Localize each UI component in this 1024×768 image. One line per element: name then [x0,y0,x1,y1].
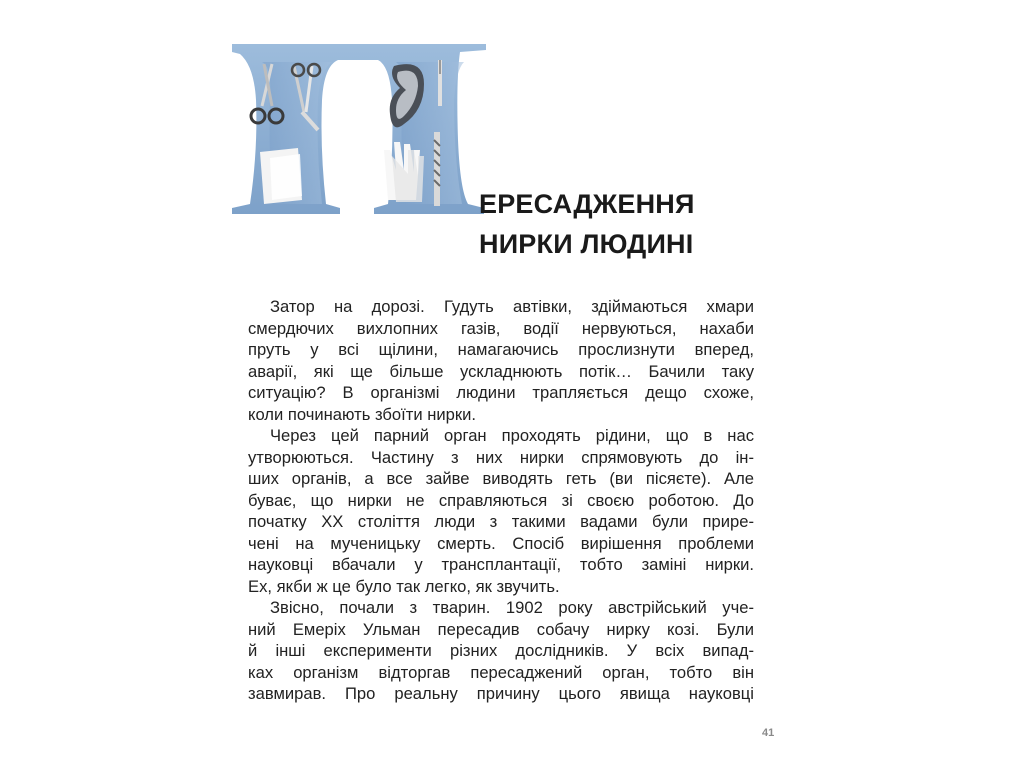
text-line: Звісно, почали з тварин. 1902 року австрійський уче- [270,598,754,617]
text-line: пруть у всі щілини, намагаючись прослизнути вперед, [248,340,754,359]
text-line: й інші експерименти різних дослідників. У всіх випад- [248,641,754,660]
text-line: початку XX століття люди з такими вадами були прире- [248,512,754,531]
text-line: чені на мученицьку смерть. Спосіб вирішення проблеми [248,533,754,553]
text-line: науковці вбачали у трансплантації, тобто заміні нирки. [248,555,754,574]
text-line: ках організм відторгав пересаджений орган, тобто він [248,662,754,682]
text-line: смердючих вихлопних газів, водії нервуються, нахаби [248,318,754,338]
title-line-1: ЕРЕСАДЖЕННЯ [479,189,695,219]
article-body [248,296,754,705]
text-line: Через цей парний орган проходять рідини, що в нас [270,426,754,445]
paragraph-3 [248,597,754,705]
text-line: Затор на дорозі. Гудуть автівки, здіймаються хмари [270,297,754,316]
gauze-icon [260,148,302,204]
text-line: завмирав. Про реальну причину цього явища науковці [248,684,754,703]
paragraph-2 [248,425,754,597]
drill-bit-icon [434,132,440,206]
paragraph-1 [248,296,754,425]
chapter-title [479,184,695,264]
text-line: буває, що нирки не справляються зі своєю роботою. До [248,490,754,510]
page-number: 41 [762,727,775,739]
text-line: утворюються. Частину з них нирки спрямовують до ін- [248,447,754,467]
text-line: Ех, якби ж це було так легко, як звучить. [248,576,560,596]
text-line: коли починають збоїти нирки. [248,404,477,424]
text-line: ний Емеріх Ульман пересадив собачу нирку козі. Були [248,619,754,639]
text-line: ших органів, а все зайве виводять геть (ви пісяєте). Але [248,469,754,488]
text-line: аварії, які ще більше ускладнюють потік… Бачили таку [248,361,754,381]
text-line: ситуацію? В організмі людини трапляється дещо схоже, [248,383,754,402]
gloves-icon [384,142,424,202]
title-line-2: НИРКИ ЛЮДИНІ [479,229,694,259]
drop-cap-letter [228,40,490,218]
